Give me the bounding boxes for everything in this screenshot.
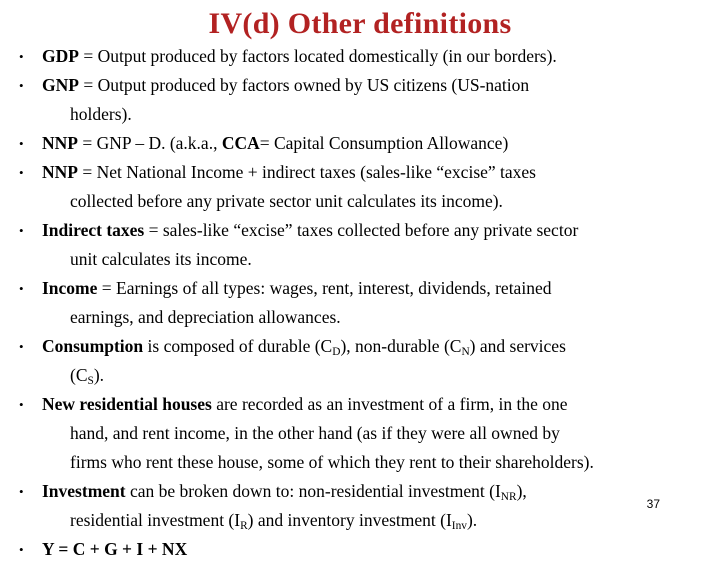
list-item: • Consumption is composed of durable $(C_D)$, non-durable $(C_N)$ and services $(C_S)$. <box>42 332 668 390</box>
definition-list <box>19 42 668 564</box>
page-number: 37 <box>646 497 660 511</box>
bullet-icon: • <box>19 281 24 296</box>
bullet-icon: • <box>19 484 24 499</box>
list-item: • Indirect taxes = sales-like “excise” taxes collected before any private sector unit calculates its income. <box>42 216 668 274</box>
list-item: • New residential houses are recorded as an investment of a firm, in the one hand, and rent income, in the other hand (as if they were all owned by firms who rent these house, some of which they rent to their shareholders). <box>42 390 668 477</box>
bullet-icon: • <box>19 49 24 64</box>
list-item: • Income = Earnings of all types: wages, rent, interest, dividends, retained earnings, and depreciation allowances. <box>42 274 668 332</box>
list-item: • NNP = Net National Income + indirect taxes (sales-like “excise” taxes collected before any private sector unit calculates its income). <box>42 158 668 216</box>
list-item <box>19 535 668 564</box>
bullet-icon: • <box>19 397 24 412</box>
list-item: • GNP = Output produced by factors owned by US citizens (US-nation holders). <box>42 71 668 129</box>
equation: Y = C + G + I + NX <box>42 539 188 559</box>
list-item: • GDP = Output produced by factors located domestically (in our borders). <box>42 42 668 71</box>
list-item: • NNP = GNP – D. (a.k.a., CCA= Capital Consumption Allowance) <box>42 129 668 158</box>
bullet-icon: • <box>19 165 24 180</box>
bullet-icon: • <box>19 542 24 557</box>
bullet-icon: • <box>19 78 24 93</box>
bullet-icon: • <box>19 136 24 151</box>
bullet-icon: • <box>19 223 24 238</box>
page-title: IV(d) Other definitions <box>208 7 512 40</box>
bullet-icon: • <box>19 339 24 354</box>
list-item: • Investment can be broken down to: non-residential investment $(I_{NR})$, residential investment $(I_R)$ and inventory investment $(I_{Inv})$. <box>42 477 668 535</box>
